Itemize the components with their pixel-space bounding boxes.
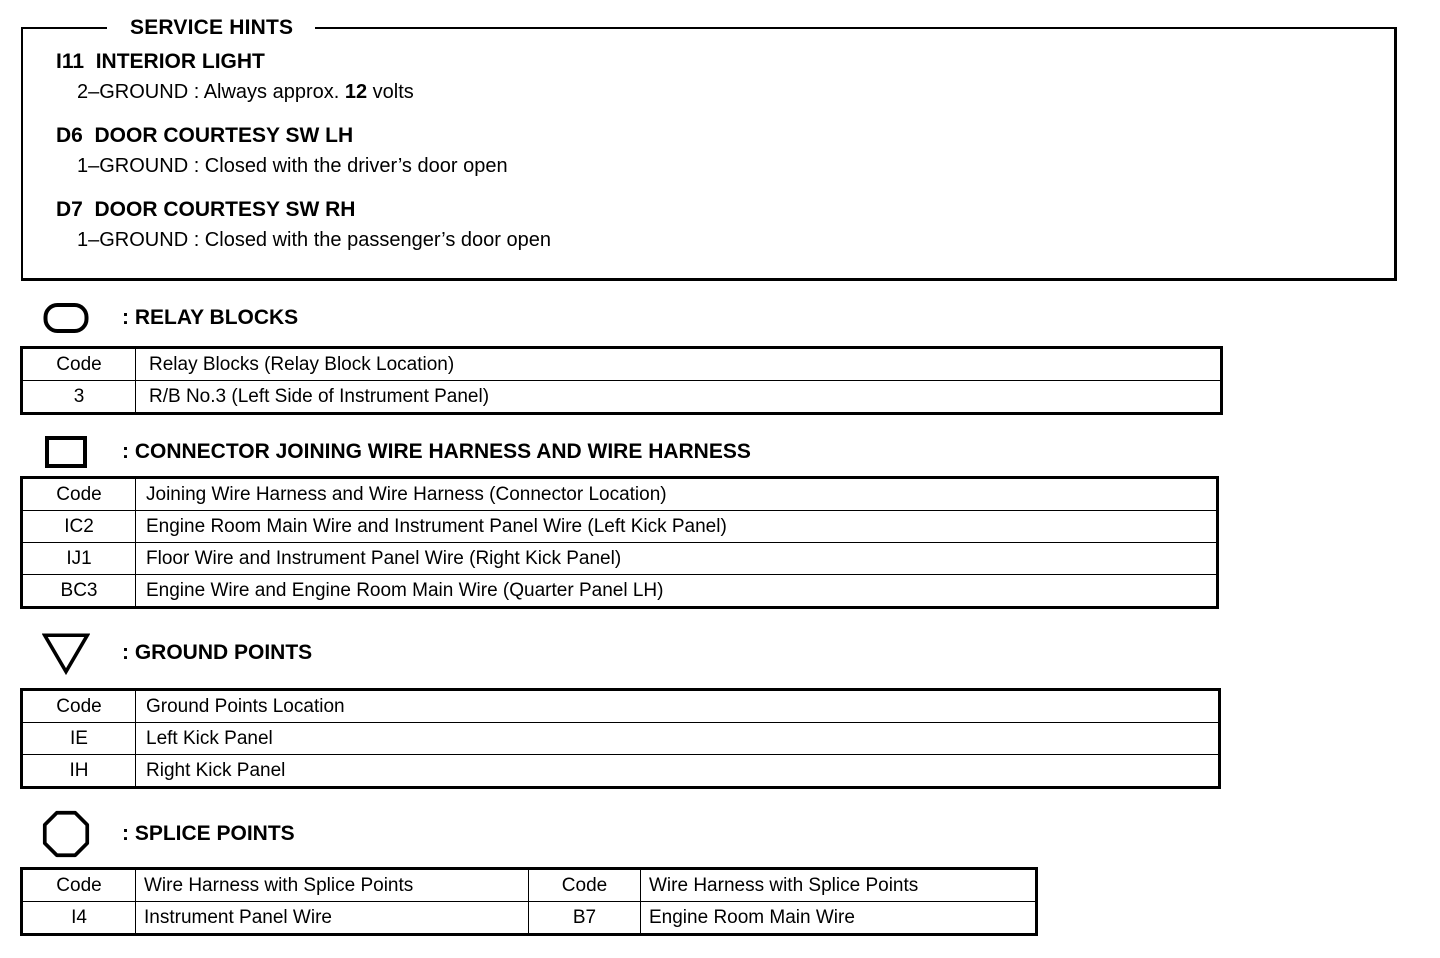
relay-blocks-title: : RELAY BLOCKS — [122, 306, 299, 329]
ground-points-title: : GROUND POINTS — [122, 641, 313, 664]
location-cell: Right Kick Panel — [136, 755, 1220, 788]
connectors-heading — [42, 428, 751, 476]
ground-points-table — [20, 688, 1221, 789]
code-cell: B7 — [529, 902, 641, 935]
header-cell: Ground Points Location — [136, 690, 1220, 723]
code-cell: IE — [22, 723, 136, 755]
relay-blocks-heading — [42, 294, 298, 342]
hint-detail-prefix: 2–GROUND : Always approx. — [77, 81, 345, 103]
service-hints-title: SERVICE HINTS — [107, 14, 315, 42]
hint-detail-bold: 12 — [344, 81, 368, 103]
table-header-row — [22, 869, 1037, 902]
header-cell: Relay Blocks (Relay Block Location) — [136, 348, 1222, 381]
code-cell: IC2 — [22, 511, 136, 543]
header-cell: Wire Harness with Splice Points — [641, 869, 1037, 902]
hint-heading: D7 DOOR COURTESY SW RH — [56, 198, 356, 221]
header-cell: Code — [22, 478, 136, 511]
hint-detail: 1–GROUND : Closed with the driver’s door open — [77, 155, 508, 177]
table-row — [22, 511, 1218, 543]
header-cell: Code — [22, 690, 136, 723]
hint-detail: 1–GROUND : Closed with the passenger’s door open — [77, 229, 551, 251]
wire-harness-cell: Engine Room Main Wire — [641, 902, 1037, 935]
code-cell: BC3 — [22, 575, 136, 608]
hint-door-courtesy-lh — [56, 123, 508, 180]
splice-points-table — [20, 867, 1038, 936]
header-cell: Wire Harness with Splice Points — [136, 869, 529, 902]
table-row — [22, 723, 1220, 755]
header-cell: Code — [22, 869, 136, 902]
connectors-title: : CONNECTOR JOINING WIRE HARNESS AND WIRE HARNESS — [122, 440, 751, 463]
header-cell: Code — [22, 348, 136, 381]
code-cell: IH — [22, 755, 136, 788]
table-row — [22, 381, 1222, 414]
code-cell: 3 — [22, 381, 136, 414]
table-header-row — [22, 478, 1218, 511]
code-cell: I4 — [22, 902, 136, 935]
splice-points-title: : SPLICE POINTS — [122, 822, 295, 845]
hint-door-courtesy-rh — [56, 197, 551, 254]
wire-harness-cell: Instrument Panel Wire — [136, 902, 529, 935]
location-cell: R/B No.3 (Left Side of Instrument Panel) — [136, 381, 1222, 414]
square-icon — [42, 428, 90, 476]
down-triangle-icon — [42, 629, 90, 677]
relay-blocks-table — [20, 346, 1223, 415]
location-cell: Floor Wire and Instrument Panel Wire (Right Kick Panel) — [136, 543, 1218, 575]
header-cell: Joining Wire Harness and Wire Harness (Connector Location) — [136, 478, 1218, 511]
table-row — [22, 755, 1220, 788]
hint-interior-light — [56, 49, 414, 106]
rounded-rectangle-icon — [42, 294, 90, 342]
table-header-row — [22, 348, 1222, 381]
table-header-row — [22, 690, 1220, 723]
service-hints-box — [21, 16, 1397, 281]
location-cell: Engine Room Main Wire and Instrument Panel Wire (Left Kick Panel) — [136, 511, 1218, 543]
splice-points-heading — [42, 810, 295, 858]
table-row — [22, 543, 1218, 575]
hint-heading: I11 INTERIOR LIGHT — [56, 50, 265, 73]
hint-detail-suffix: volts — [367, 81, 414, 103]
hint-heading: D6 DOOR COURTESY SW LH — [56, 124, 354, 147]
table-row — [22, 575, 1218, 608]
connectors-table — [20, 476, 1219, 609]
location-cell: Left Kick Panel — [136, 723, 1220, 755]
hint-detail — [77, 78, 414, 106]
octagon-icon — [42, 810, 90, 858]
header-cell: Code — [529, 869, 641, 902]
location-cell: Engine Wire and Engine Room Main Wire (Quarter Panel LH) — [136, 575, 1218, 608]
code-cell: IJ1 — [22, 543, 136, 575]
table-row — [22, 902, 1037, 935]
ground-points-heading — [42, 629, 312, 677]
